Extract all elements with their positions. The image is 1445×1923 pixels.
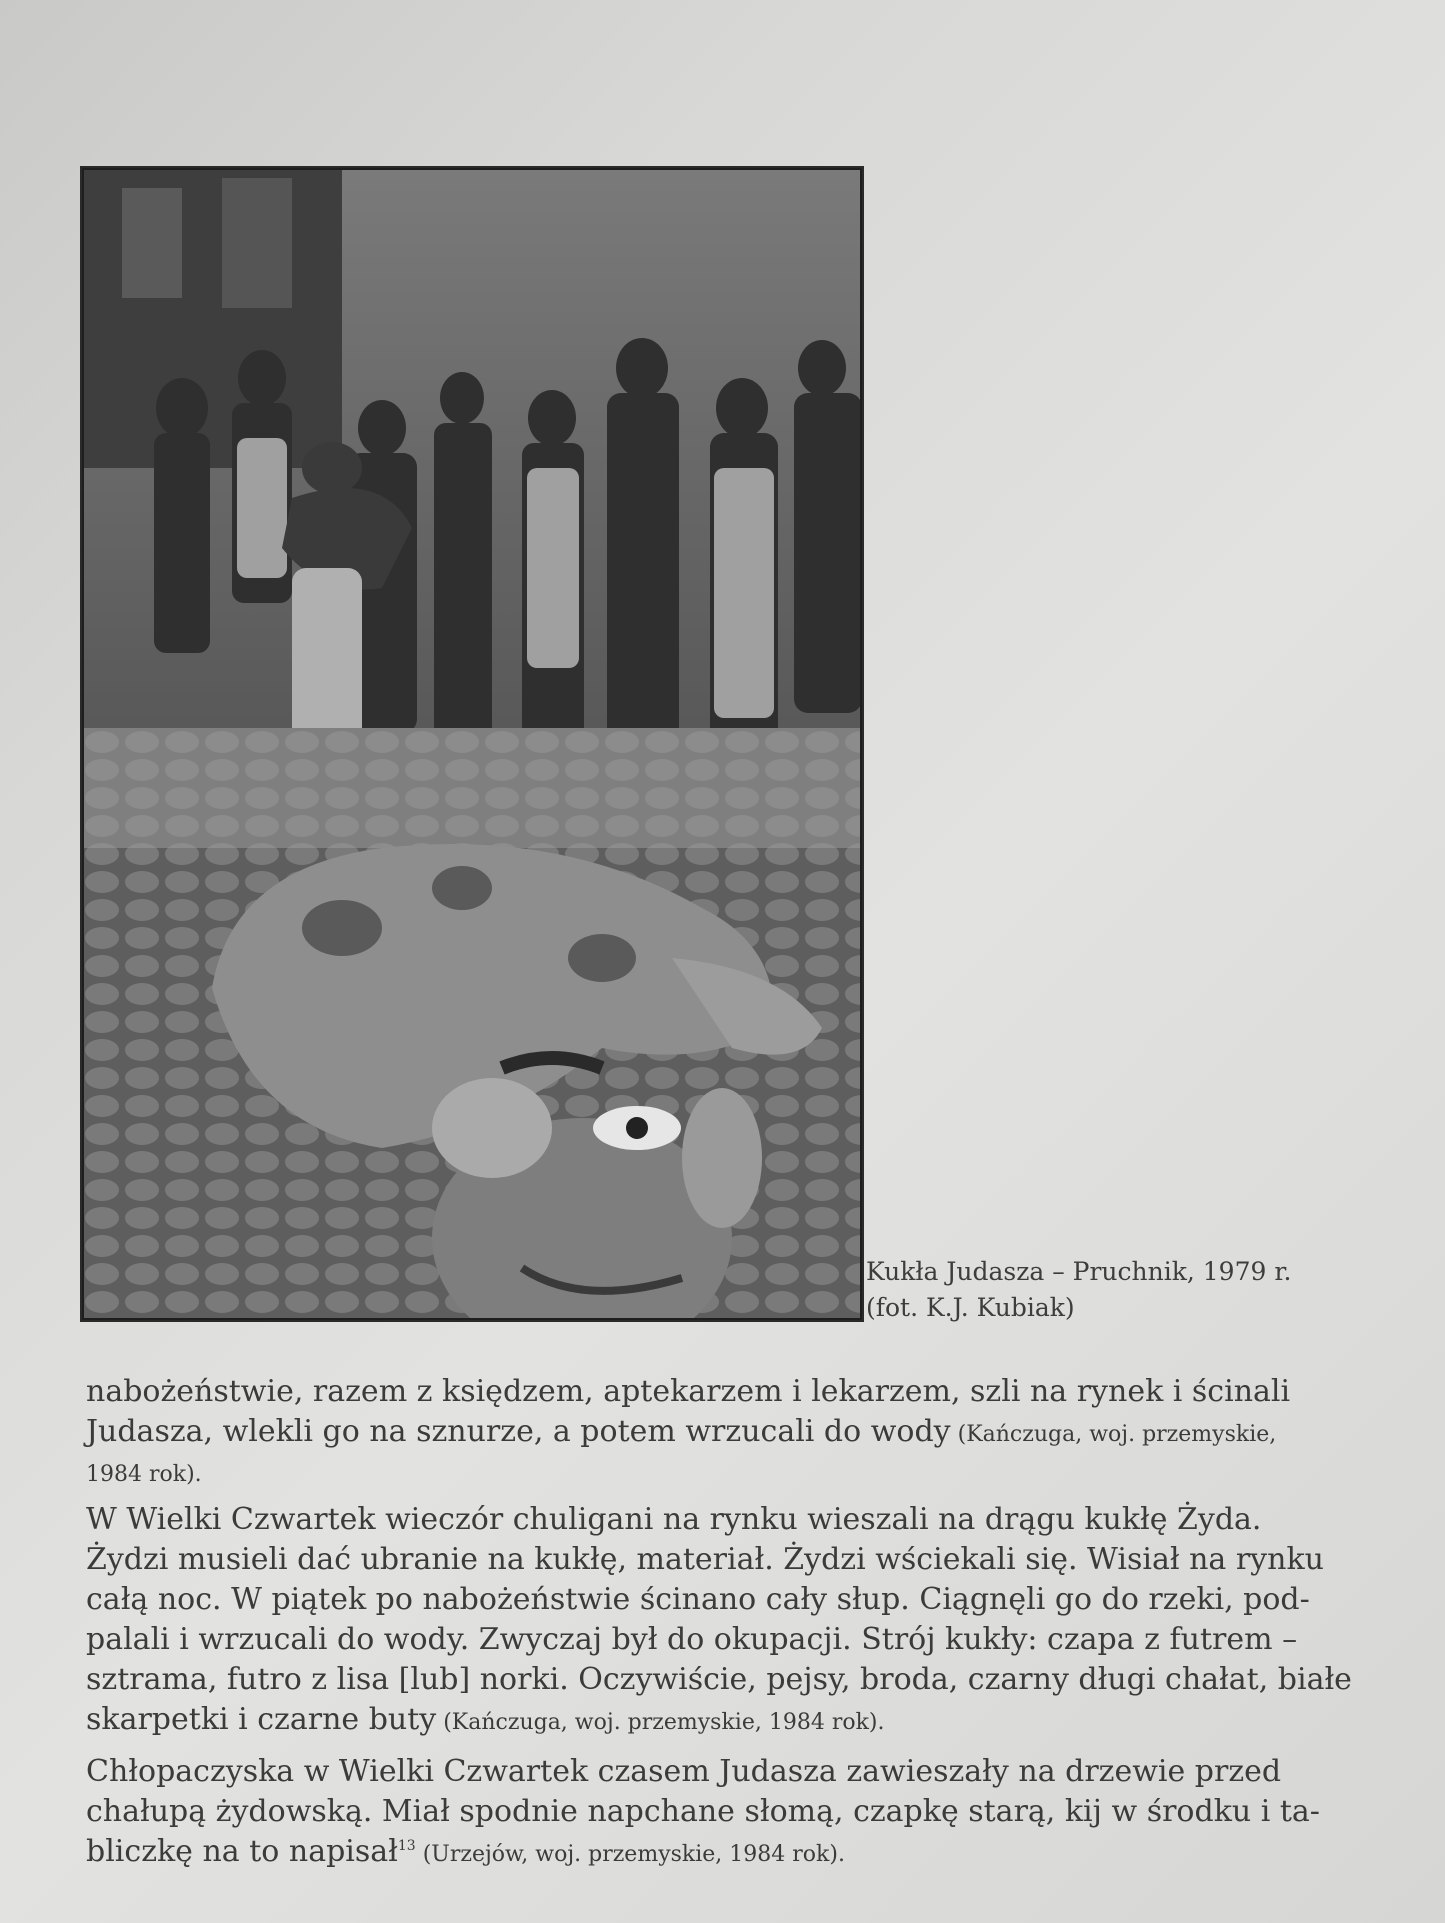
paragraph-line [86,1700,1330,1743]
paragraph-3 [86,1752,1330,1875]
photo-caption [866,1254,1346,1326]
photograph-judas-effigy [82,168,862,1320]
source-citation: (Kańczuga, woj. przemyskie, [950,1422,1277,1447]
source-citation-tail: 1984 rok). [86,1462,202,1487]
paragraph-line: W Wielki Czwartek wieczór chuligani na rynku wieszali na drągu kukłę Żyda. [86,1502,1262,1537]
paragraph-line [86,1412,1330,1455]
paragraph-1 [86,1372,1330,1495]
paragraph-line-text: bliczkę na to napisał [86,1834,398,1869]
paragraph-line [86,1832,1330,1875]
paragraph-line-text: skarpetki i czarne buty [86,1702,437,1737]
paragraph-line: Chłopaczyska w Wielki Czwartek czasem Judasza zawieszały na drzewie przed [86,1754,1282,1789]
source-citation: (Kańczuga, woj. przemyskie, 1984 rok). [436,1710,885,1735]
paragraph-2 [86,1500,1352,1743]
paragraph-line: nabożeństwie, razem z księdzem, aptekarzem i lekarzem, szli na rynek i ścinali [86,1374,1291,1409]
paragraph-line: Żydzi musieli dać ubranie na kukłę, materiał. Żydzi wściekali się. Wisiał na rynku [86,1542,1324,1577]
paragraph-line: palali i wrzucali do wody. Zwyczaj był do okupacji. Strój kukły: czapa z futrem – [86,1622,1298,1657]
source-citation: (Urzejów, woj. przemyskie, 1984 rok). [415,1842,845,1867]
photo-illustration [82,168,862,1320]
footnote-marker[interactable]: 13 [397,1838,416,1854]
paragraph-line: sztrama, futro z lisa [lub] norki. Oczywiście, pejsy, broda, czarny długi chałat, białe [86,1662,1352,1697]
paragraph-line: chałupą żydowską. Miał spodnie napchane słomą, czapkę starą, kij w środku i ta- [86,1794,1320,1829]
caption-credit: (fot. K.J. Kubiak) [866,1293,1075,1322]
caption-title: Kukła Judasza – Pruchnik, 1979 r. [866,1257,1292,1286]
paragraph-line: całą noc. W piątek po nabożeństwie ścinano cały słup. Ciągnęli go do rzeki, pod- [86,1582,1310,1617]
paragraph-line-text: Judasza, wlekli go na sznurze, a potem wrzucali do wody [86,1414,951,1449]
